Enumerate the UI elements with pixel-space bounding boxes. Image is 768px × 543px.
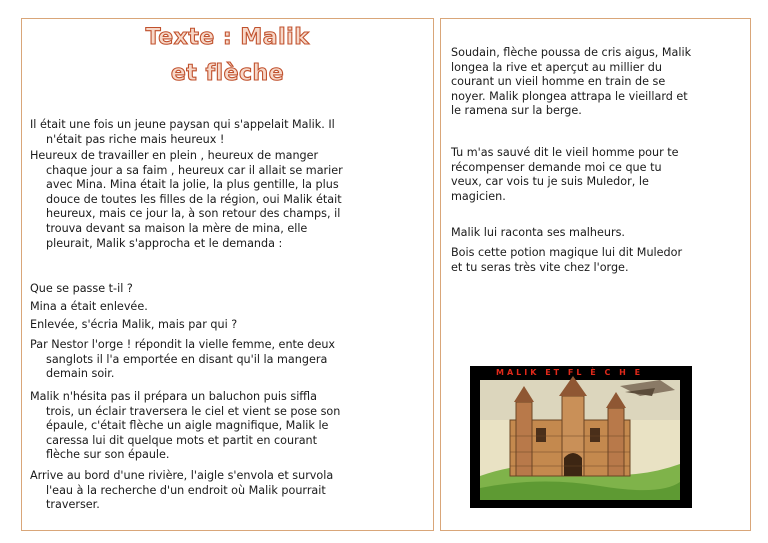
paragraph [30, 149, 343, 251]
title-line-2: et flèche [170, 61, 285, 86]
text-line: Bois cette potion magique lui dit Muledor [451, 246, 683, 259]
text-line: veux, car vois tu je suis Muledor, le [451, 175, 649, 189]
paragraph [30, 300, 148, 315]
text-line: Malik lui raconta ses malheurs. [451, 226, 625, 239]
text-line: trouva devant sa maison la mère de mina, elle [46, 221, 308, 235]
paragraph [30, 282, 133, 297]
text-line: Enlevée, s'écria Malik, mais par qui ? [30, 318, 238, 331]
text-line: l'eau à la recherche d'un endroit où Malik pourrait [46, 483, 326, 497]
text-line: Par Nestor l'orge ! répondit la vielle femme, ente deux [30, 338, 336, 351]
text-line: courant un vieil homme en train de se [451, 75, 666, 89]
castle-illustration-icon [470, 366, 692, 508]
text-line: Arrive au bord d'une rivière, l'aigle s'envola et survola [30, 469, 334, 482]
text-line: pleurait, Malik s'approcha et le demanda : [46, 236, 283, 250]
paragraph [451, 46, 691, 119]
text-line: noyer. Malik plongea attrapa le vieillard et [451, 89, 688, 103]
left-text-panel [21, 18, 434, 531]
paragraph [451, 146, 679, 204]
paragraph [451, 226, 625, 241]
text-line: avec Mina. Mina était la jolie, la plus gentille, la plus [46, 178, 339, 192]
text-line: sanglots il l'a emportée en disant qu'il la mangera [46, 352, 328, 366]
text-line: longea la rive et aperçut au millier du [451, 60, 662, 74]
text-line: demain soir. [46, 367, 115, 381]
story-illustration [470, 366, 692, 508]
text-line: épaule, c'était flèche un aigle magnifique, Malik le [46, 419, 329, 433]
text-line: le ramena sur la berge. [451, 104, 582, 118]
paragraph [30, 469, 333, 513]
paragraph [30, 318, 237, 333]
text-line: Tu m'as sauvé dit le vieil homme pour te [451, 146, 679, 159]
text-line: flèche sur son épaule. [46, 448, 170, 462]
text-line: Heureux de travailler en plein , heureux de manger [30, 149, 319, 162]
illustration-caption: MALIK ET FL È C H E [496, 368, 644, 377]
text-line: traverser. [46, 498, 100, 512]
text-line: heureux, mais ce jour la, à son retour des champs, il [46, 207, 341, 221]
text-line: Il était une fois un jeune paysan qui s'appelait Malik. Il [30, 118, 335, 131]
text-line: Soudain, flèche poussa de cris aigus, Malik [451, 46, 692, 59]
paragraph [451, 246, 682, 275]
text-line: Malik n'hésita pas il prépara un baluchon puis siffla [30, 390, 317, 403]
text-line: douce de toutes les filles de la région, oui Malik était [46, 192, 342, 206]
text-line: et tu seras très vite chez l'orge. [451, 260, 629, 274]
text-line: récompenser demande moi ce que tu [451, 160, 662, 174]
paragraph [30, 338, 335, 382]
paragraph [30, 390, 340, 463]
text-line: chaque jour a sa faim , heureux car il allait se marier [46, 163, 343, 177]
text-line: magicien. [451, 189, 506, 203]
text-line: trois, un éclair traversera le ciel et vient se pose son [46, 404, 341, 418]
text-line: caressa lui dit quelque mots et partit en courant [46, 433, 318, 447]
paragraph [30, 118, 335, 147]
text-line: n'était pas riche mais heureux ! [46, 132, 225, 146]
text-line: Que se passe t-il ? [30, 282, 133, 295]
text-line: Mina a était enlevée. [30, 300, 148, 313]
title-line-1: Texte : Malik [145, 25, 310, 50]
